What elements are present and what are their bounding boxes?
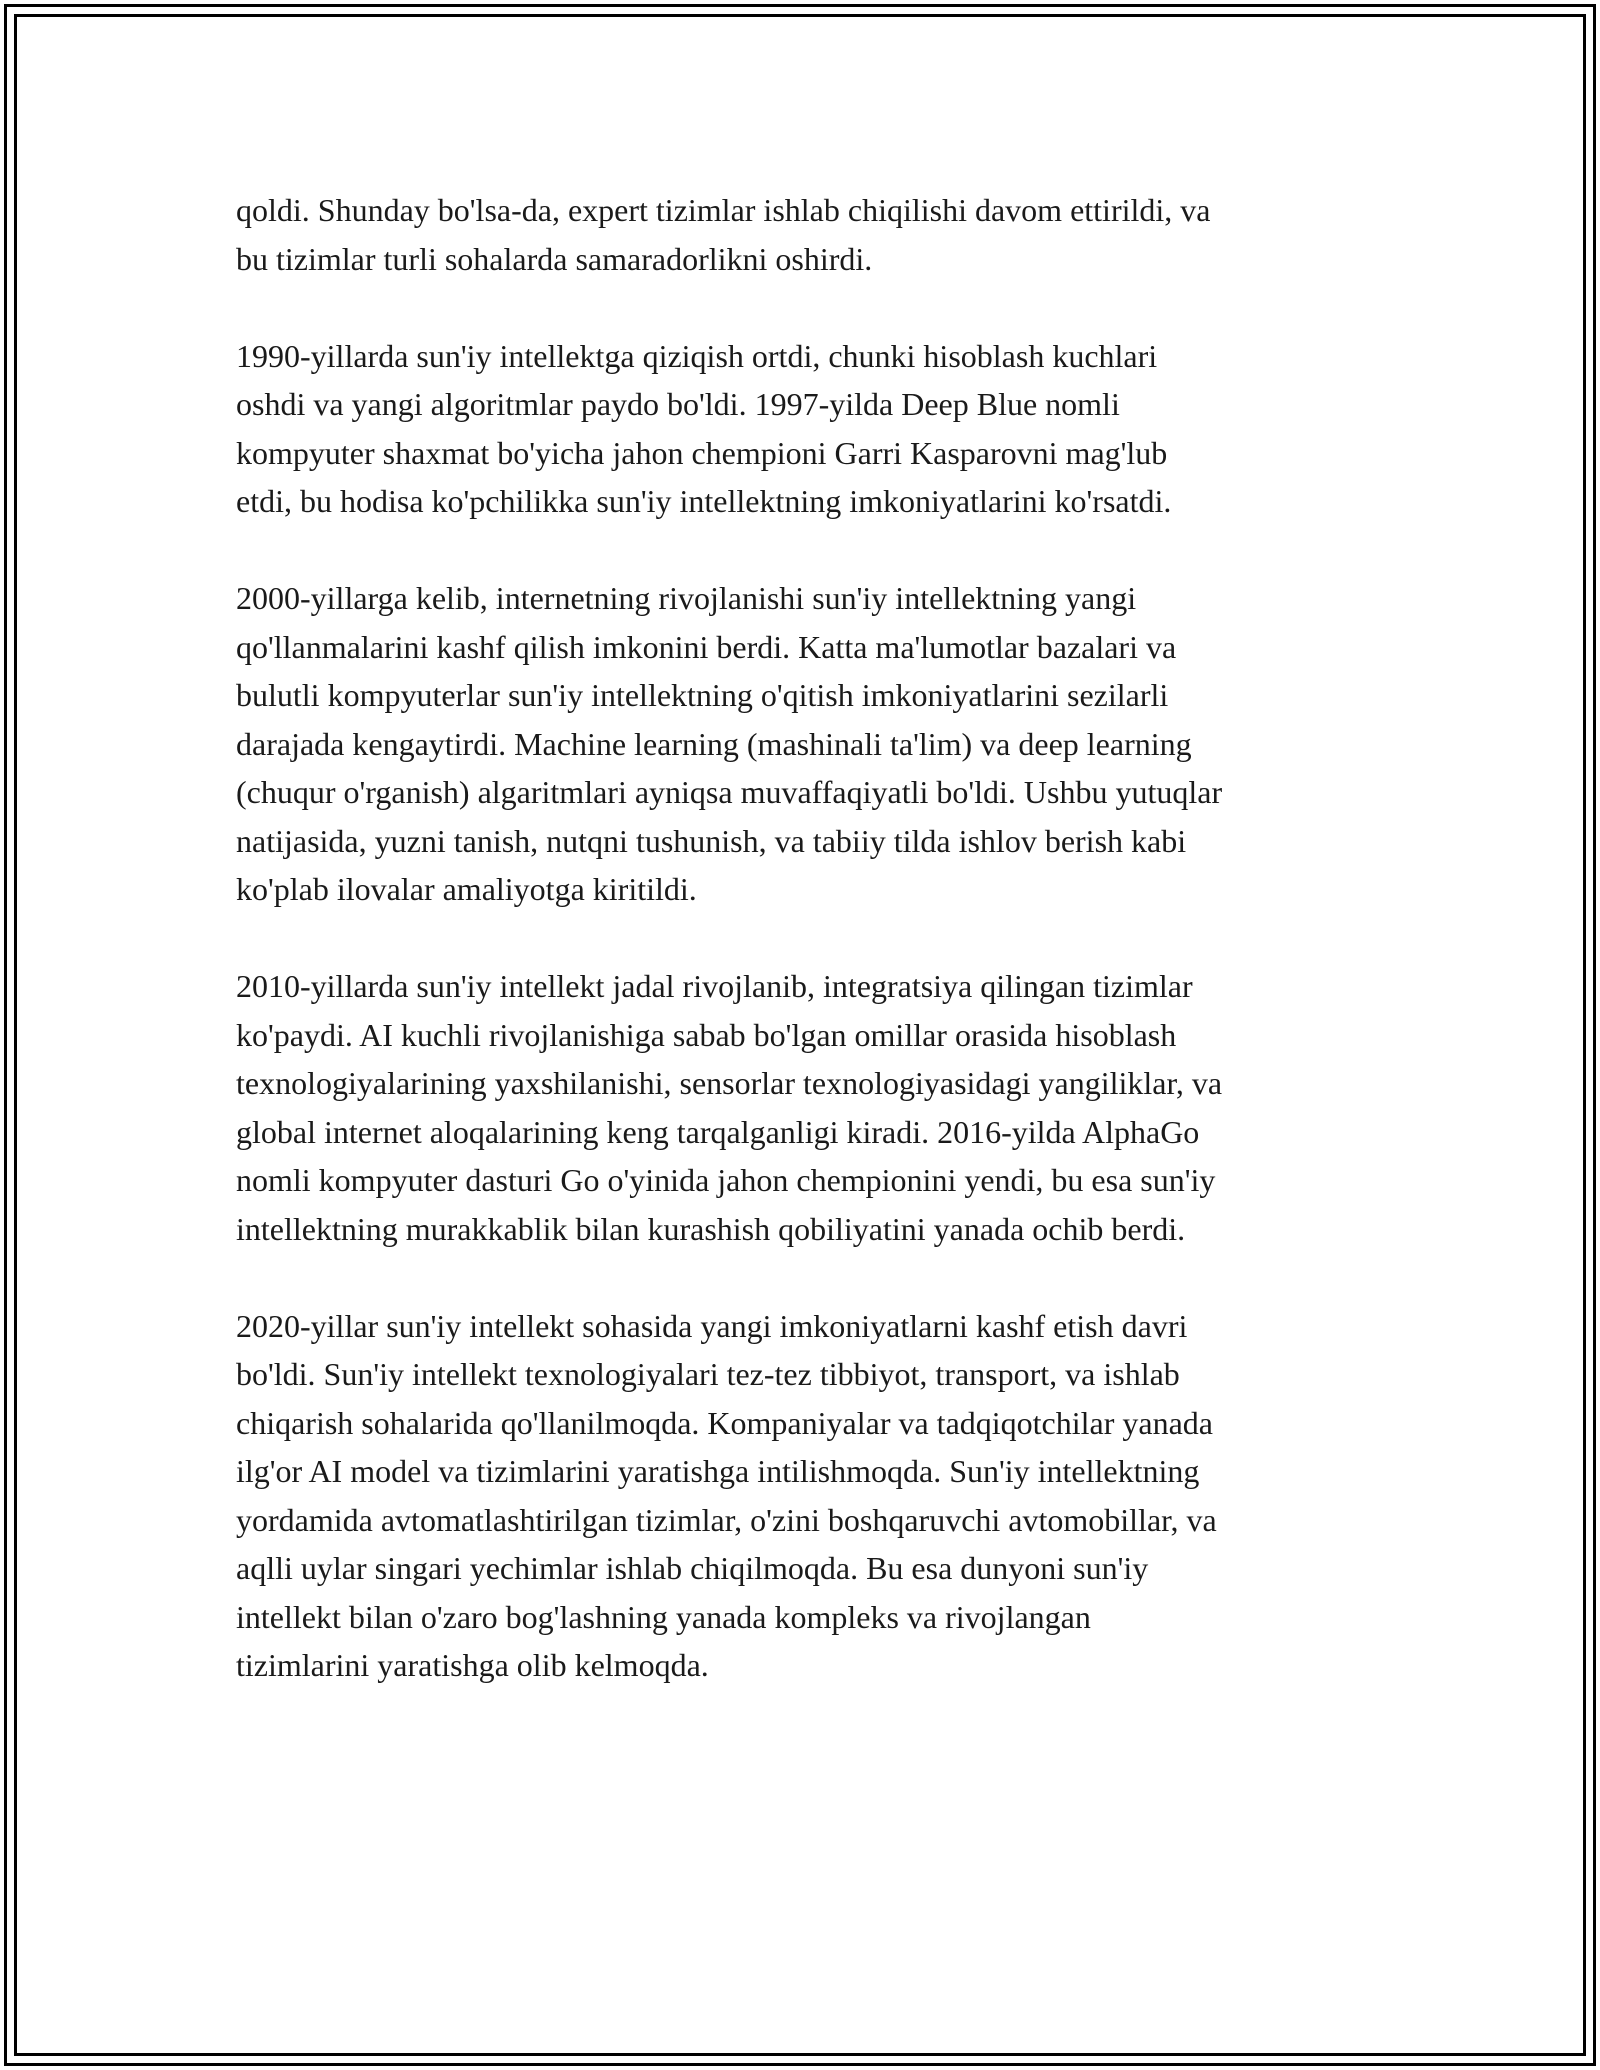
- text-line: 2010-yillarda sun'iy intellekt jadal rivojlanib, integratsiya qilingan tizimlar: [236, 968, 1193, 1004]
- text-line: ko'plab ilovalar amaliyotga kiritildi.: [236, 871, 697, 907]
- text-line: (chuqur o'rganish) algaritmlari ayniqsa muvaffaqiyatli bo'ldi. Ushbu yutuqlar: [236, 774, 1223, 810]
- text-line: aqlli uylar singari yechimlar ishlab chiqilmoqda. Bu esa dunyoni sun'iy: [236, 1550, 1149, 1586]
- text-line: darajada kengaytirdi. Machine learning (mashinali ta'lim) va deep learning: [236, 725, 1192, 762]
- text-line: oshdi va yangi algoritmlar paydo bo'ldi. 1997-yilda Deep Blue nomli: [236, 386, 1120, 422]
- text-line: global internet aloqalarining keng tarqalganligi kiradi. 2016-yilda AlphaGo: [236, 1113, 1200, 1150]
- text-line: bu tizimlar turli sohalarda samaradorlikni oshirdi.: [236, 240, 873, 277]
- text-line: chiqarish sohalarida qo'llanilmoqda. Kompaniyalar va tadqiqotchilar yanada: [236, 1404, 1213, 1441]
- text-line: yordamida avtomatlashtirilgan tizimlar, o'zini boshqaruvchi avtomobillar, va: [236, 1501, 1217, 1538]
- text-line: bo'ldi. Sun'iy intellekt texnologiyalari tez-tez tibbiyot, transport, va ishlab: [236, 1356, 1180, 1392]
- text-line: natijasida, yuzni tanish, nutqni tushunish, va tabiiy tilda ishlov berish kabi: [236, 822, 1187, 859]
- document-body: [236, 186, 1386, 1738]
- text-line: qoldi. Shunday bo'lsa-da, expert tizimlar ishlab chiqilishi davom ettirildi, va: [236, 192, 1211, 228]
- text-line: 1990-yillarda sun'iy intellektga qiziqish ortdi, chunki hisoblash kuchlari: [236, 337, 1158, 374]
- text-line: etdi, bu hodisa ko'pchilikka sun'iy intellektning imkoniyatlarini ko'rsatdi.: [236, 483, 1172, 519]
- paragraph: [236, 332, 1386, 526]
- paragraph: [236, 186, 1386, 283]
- paragraph: [236, 962, 1386, 1253]
- text-line: texnologiyalarining yaxshilanishi, sensorlar texnologiyasidagi yangiliklar, va: [236, 1065, 1223, 1101]
- text-line: 2000-yillarga kelib, internetning rivojlanishi sun'iy intellektning yangi: [236, 580, 1137, 616]
- text-line: intellekt bilan o'zaro bog'lashning yanada kompleks va rivojlangan: [236, 1598, 1091, 1635]
- text-line: qo'llanmalarini kashf qilish imkonini berdi. Katta ma'lumotlar bazalari va: [236, 628, 1177, 665]
- paragraph: [236, 574, 1386, 914]
- text-line: bulutli kompyuterlar sun'iy intellektning o'qitish imkoniyatlarini sezilarli: [236, 677, 1169, 713]
- text-line: ko'paydi. AI kuchli rivojlanishiga sabab bo'lgan omillar orasida hisoblash: [236, 1016, 1177, 1053]
- text-line: kompyuter shaxmat bo'yicha jahon chempioni Garri Kasparovni mag'lub: [236, 434, 1168, 471]
- text-line: nomli kompyuter dasturi Go o'yinida jahon chempionini yendi, bu esa sun'iy: [236, 1162, 1216, 1198]
- text-line: tizimlarini yaratishga olib kelmoqda.: [236, 1647, 709, 1683]
- text-line: ilg'or AI model va tizimlarini yaratishga intilishmoqda. Sun'iy intellektning: [236, 1453, 1200, 1489]
- text-line: intellektning murakkablik bilan kurashish qobiliyatini yanada ochib berdi.: [236, 1210, 1186, 1247]
- paragraph: [236, 1302, 1386, 1690]
- text-line: 2020-yillar sun'iy intellekt sohasida yangi imkoniyatlarni kashf etish davri: [236, 1307, 1188, 1344]
